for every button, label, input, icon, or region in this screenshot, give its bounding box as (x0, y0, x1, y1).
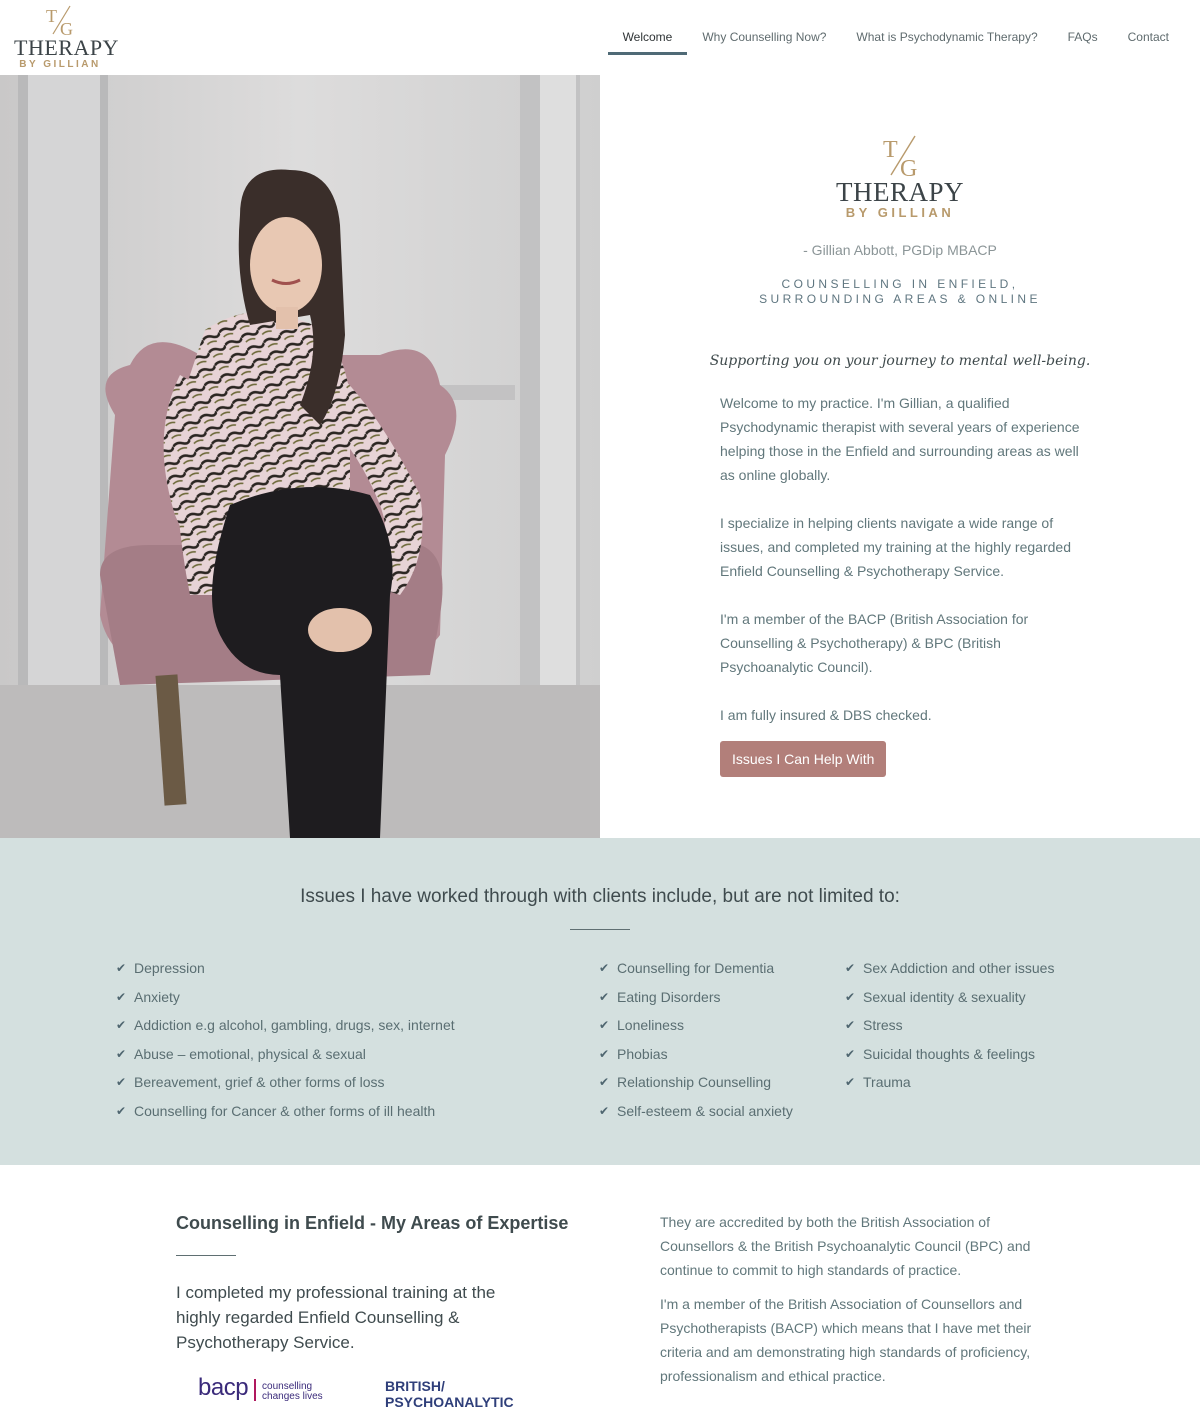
check-icon: ✔ (116, 1103, 127, 1118)
nav-contact[interactable]: Contact (1127, 30, 1169, 44)
svg-text:T: T (883, 137, 898, 163)
check-icon: ✔ (845, 1018, 856, 1033)
issue-label: Bereavement, grief & other forms of loss (134, 1074, 385, 1091)
intro-paragraph: I specialize in helping clients navigate a wide range of issues, and completed my training at the highly regarded Enfield Counselling & Psychotherapy Service. (720, 515, 1071, 579)
list-item (116, 954, 455, 983)
check-icon: ✔ (116, 1075, 127, 1090)
list-item (116, 983, 455, 1012)
list-item (116, 1068, 455, 1097)
site-logo[interactable] (14, 4, 119, 72)
logo-subtitle: BY GILLIAN (19, 59, 101, 70)
issues-list-2 (599, 954, 793, 1125)
issue-label: Stress (863, 1017, 903, 1034)
check-icon: ✔ (116, 1018, 127, 1033)
list-item (599, 983, 793, 1012)
list-item (845, 954, 1054, 983)
nav-why-counselling[interactable]: Why Counselling Now? (702, 30, 827, 44)
section-divider (176, 1255, 236, 1256)
hero-logo (600, 133, 1200, 221)
issue-label: Phobias (617, 1045, 668, 1062)
svg-text:T: T (46, 6, 57, 26)
therapist-byline: - Gillian Abbott, PGDip MBACP (803, 242, 997, 258)
check-icon: ✔ (599, 1075, 610, 1090)
nav-psychodynamic-therapy[interactable]: What is Psychodynamic Therapy? (856, 30, 1038, 44)
list-item (845, 983, 1054, 1012)
list-item (599, 1040, 793, 1069)
issue-label: Relationship Counselling (617, 1074, 772, 1091)
bpc-logo-line-2: PSYCHOANALYTIC (385, 1394, 514, 1410)
check-icon: ✔ (845, 961, 856, 976)
bacp-logo-text: bacp (198, 1374, 249, 1401)
check-icon: ✔ (116, 1046, 127, 1061)
issue-label: Depression (134, 960, 205, 977)
tagline-line-1: COUNSELLING IN ENFIELD, (781, 277, 1019, 291)
expertise-lead: I completed my professional training at the highly regarded Enfield Counselling & Psychotherapy Service. (176, 1283, 496, 1352)
issue-label: Counselling for Cancer & other forms of ill health (134, 1102, 436, 1119)
issue-label: Loneliness (617, 1017, 684, 1034)
issue-label: Counselling for Dementia (617, 960, 775, 977)
expertise-paragraph: I'm a member of the British Association of Counsellors and Psychotherapists (BACP) which means that I have met their criteria and am demonstrating high standards of proficiency, professionalism and ethical practice. (660, 1296, 1032, 1384)
service-tagline (600, 277, 1200, 307)
check-icon: ✔ (599, 989, 610, 1004)
issue-label: Sex Addiction and other issues (863, 960, 1055, 977)
bpc-logo[interactable] (385, 1378, 514, 1410)
list-item (116, 1097, 455, 1126)
list-item (599, 1011, 793, 1040)
site-header (0, 0, 1200, 75)
list-item (599, 1068, 793, 1097)
list-item (599, 1097, 793, 1126)
nav-faqs[interactable]: FAQs (1067, 30, 1098, 44)
intro-text (720, 391, 1090, 751)
main-nav (608, 22, 1184, 55)
bacp-logo[interactable] (198, 1372, 323, 1400)
issue-label: Anxiety (134, 988, 180, 1005)
issue-label: Suicidal thoughts & feelings (863, 1045, 1035, 1062)
issue-label: Eating Disorders (617, 988, 721, 1005)
svg-text:G: G (60, 19, 73, 39)
logo-monogram (14, 4, 106, 38)
check-icon: ✔ (845, 1075, 856, 1090)
issues-list-3 (845, 954, 1054, 1097)
issue-label: Abuse – emotional, physical & sexual (134, 1045, 366, 1062)
hero-logo-monogram (875, 133, 925, 182)
check-icon: ✔ (845, 989, 856, 1004)
issue-label: Trauma (863, 1074, 911, 1091)
hero-content (600, 75, 1200, 838)
expertise-details (660, 1210, 1040, 1398)
nav-welcome[interactable]: Welcome (608, 22, 688, 55)
issues-list-1 (116, 954, 455, 1125)
bpc-logo-line-1: BRITISH/ (385, 1378, 445, 1394)
issues-section (0, 838, 1200, 1165)
list-item (116, 1011, 455, 1040)
bacp-tagline-line-1: counselling (262, 1381, 313, 1392)
hero-logo-wordmark: THERAPY (835, 177, 964, 207)
expertise-title: Counselling in Enfield - My Areas of Expertise (176, 1213, 569, 1233)
bacp-tagline-line-2: changes lives (262, 1391, 323, 1402)
list-item (845, 1040, 1054, 1069)
check-icon: ✔ (599, 1103, 610, 1118)
check-icon: ✔ (116, 989, 127, 1004)
list-item (845, 1068, 1054, 1097)
tagline-line-2: SURROUNDING AREAS & ONLINE (759, 292, 1041, 306)
logo-wordmark: THERAPY (14, 35, 119, 60)
intro-paragraph: I'm a member of the BACP (British Association for Counselling & Psychotherapy) & BPC (British Psychoanalytic Council). (720, 611, 1029, 675)
section-divider (570, 929, 630, 930)
bacp-logo-bar (254, 1379, 256, 1401)
check-icon: ✔ (599, 961, 610, 976)
intro-paragraph: Welcome to my practice. I'm Gillian, a qualified Psychodynamic therapist with several years of experience helping those in the Enfield and surrounding areas as well as online globally. (720, 395, 1080, 483)
therapist-photo (0, 75, 600, 838)
list-item (845, 1011, 1054, 1040)
hero-logo-subtitle: BY GILLIAN (845, 205, 955, 220)
check-icon: ✔ (845, 1046, 856, 1061)
list-item (116, 1040, 455, 1069)
check-icon: ✔ (599, 1046, 610, 1061)
issues-heading: Issues I have worked through with clients include, but are not limited to: (300, 886, 900, 907)
expertise-paragraph: They are accredited by both the British Association of Counsellors & the British Psychoanalytic Council (BPC) and continue to commit to high standards of practice. (660, 1214, 1031, 1278)
intro-paragraph: I am fully insured & DBS checked. (720, 707, 932, 723)
check-icon: ✔ (599, 1018, 610, 1033)
list-item (599, 954, 793, 983)
issue-label: Self-esteem & social anxiety (617, 1102, 793, 1119)
script-tagline: Supporting you on your journey to mental well-being. (709, 353, 1091, 369)
issue-label: Addiction e.g alcohol, gambling, drugs, sex, internet (134, 1017, 455, 1034)
check-icon: ✔ (116, 961, 127, 976)
bacp-logo-tagline (262, 1372, 323, 1402)
issues-cta-button[interactable]: Issues I Can Help With (720, 741, 886, 777)
svg-text:G: G (900, 156, 918, 182)
issue-label: Sexual identity & sexuality (863, 988, 1026, 1005)
